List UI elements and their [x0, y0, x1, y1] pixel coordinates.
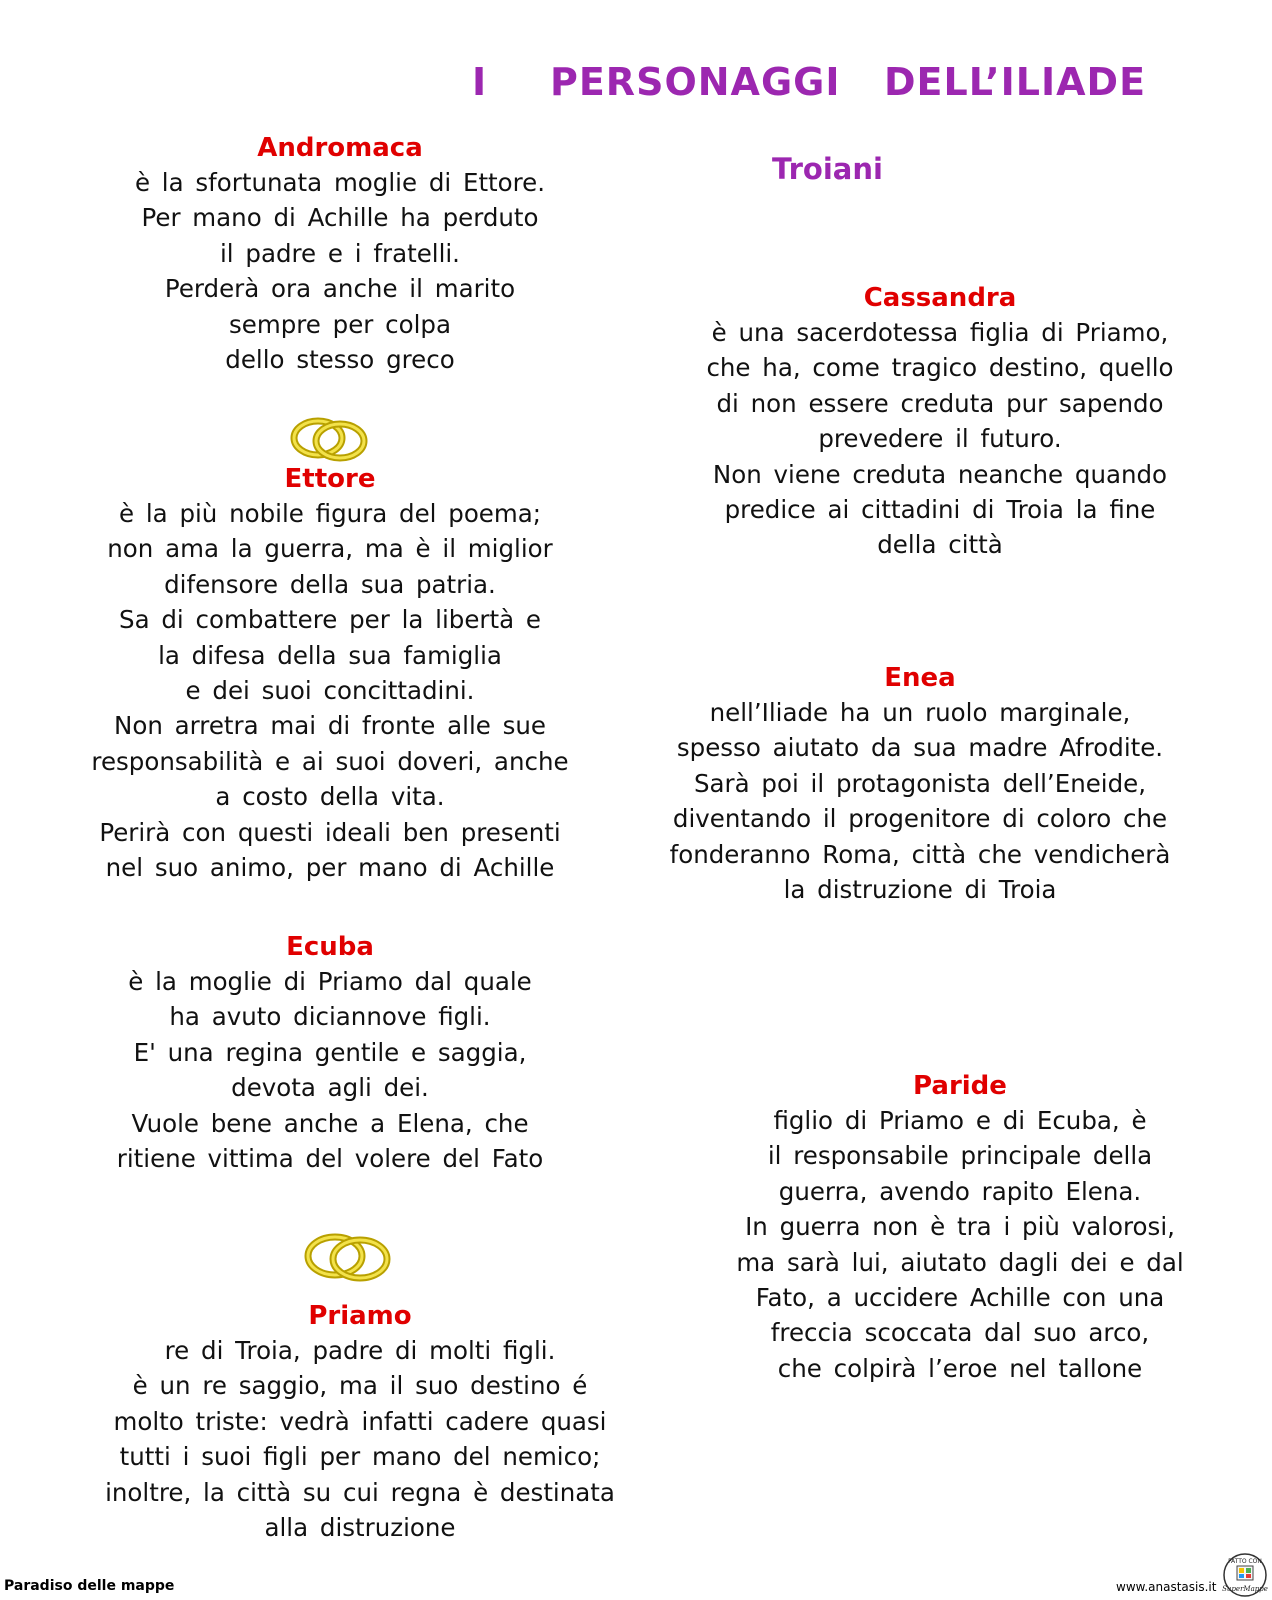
text-line: e dei suoi concittadini.	[185, 676, 475, 706]
page-title	[472, 60, 1172, 110]
text-line: responsabilità e ai suoi doveri, anche	[91, 746, 569, 776]
title-word-1: I	[472, 60, 488, 104]
text-line: è una sacerdotessa figlia di Priamo,	[711, 318, 1169, 347]
text-line: della città	[877, 530, 1003, 560]
text-line: è la sfortunata moglie di Ettore.	[134, 168, 546, 197]
text-line: diventando il progenitore di coloro che	[672, 804, 1168, 834]
text-line: Sarà poi il protagonista dell’Eneide,	[693, 768, 1147, 798]
text-line: nel suo animo, per mano di Achille	[105, 853, 555, 883]
text-line: predice ai cittadini di Troia la fine	[724, 495, 1156, 525]
text-line: inoltre, la città su cui regna è destinata	[105, 1477, 615, 1507]
text-line: Fato, a uccidere Achille con una	[755, 1283, 1165, 1313]
text-line: a costo della vita.	[215, 782, 445, 812]
character-name: Priamo	[308, 1301, 412, 1331]
character-enea	[630, 661, 1210, 907]
character-name: Enea	[884, 663, 956, 693]
text-line: Sa di combattere per la libertà e	[119, 605, 541, 635]
wedding-rings-icon	[288, 414, 372, 464]
character-name: Cassandra	[863, 283, 1017, 313]
text-line: alla distruzione	[264, 1513, 456, 1543]
character-paride	[680, 1069, 1240, 1386]
text-line: re di Troia, padre di molti figli.	[164, 1336, 556, 1365]
text-line: ma sarà lui, aiutato dagli dei e dal	[736, 1247, 1184, 1277]
wedding-rings-icon	[302, 1230, 396, 1284]
text-line: sempre per colpa	[229, 309, 451, 339]
character-cassandra	[650, 281, 1230, 563]
text-line: devota agli dei.	[231, 1073, 429, 1103]
text-line: è la moglie di Priamo dal quale	[128, 967, 532, 996]
character-name: Andromaca	[257, 133, 423, 163]
text-line: Non arretra mai di fronte alle sue	[114, 711, 546, 741]
text-line: che ha, come tragico destino, quello	[706, 353, 1174, 383]
text-line: tutti i suoi figli per mano del nemico;	[119, 1442, 601, 1472]
character-ettore	[50, 462, 610, 885]
text-line: freccia scoccata dal suo arco,	[770, 1318, 1150, 1348]
text-line: Perderà ora anche il marito	[164, 274, 516, 304]
section-subtitle: Troiani	[772, 152, 883, 186]
character-name: Paride	[913, 1071, 1007, 1101]
text-line: che colpirà l’eroe nel tallone	[777, 1353, 1143, 1383]
text-line: ha avuto diciannove figli.	[169, 1002, 491, 1032]
character-name: Ecuba	[286, 932, 374, 962]
supermappe-logo	[1222, 1552, 1268, 1598]
text-line: di non essere creduta pur sapendo	[716, 388, 1164, 418]
character-ecuba	[50, 930, 610, 1176]
text-line: la difesa della sua famiglia	[158, 640, 502, 670]
character-name: Ettore	[284, 464, 376, 494]
character-priamo	[60, 1299, 660, 1545]
text-line: guerra, avendo rapito Elena.	[778, 1176, 1142, 1206]
logo-bottom-text: SuperMappe	[1222, 1585, 1268, 1593]
text-line: è un re saggio, ma il suo destino é	[132, 1371, 588, 1401]
text-line: difensore della sua patria.	[164, 569, 496, 599]
text-line: Vuole bene anche a Elena, che	[131, 1108, 529, 1138]
footer-website: www.anastasis.it	[1116, 1580, 1217, 1594]
text-line: Perirà con questi ideali ben presenti	[99, 817, 561, 847]
logo-top-text: FATTO CON	[1228, 1558, 1262, 1565]
text-line: prevedere il futuro.	[818, 424, 1062, 454]
text-line: il responsabile principale della	[767, 1141, 1153, 1171]
text-line: molto triste: vedrà infatti cadere quasi	[113, 1406, 607, 1436]
title-word-2: PERSONAGGI	[550, 60, 841, 104]
text-line: il padre e i fratelli.	[220, 238, 460, 268]
text-line: Per mano di Achille ha perduto	[141, 203, 539, 233]
text-line: nell’Iliade ha un ruolo marginale,	[709, 698, 1131, 727]
text-line: figlio di Priamo e di Ecuba, è	[773, 1106, 1147, 1135]
title-word-3: DELL’ILIADE	[884, 60, 1147, 104]
text-line: spesso aiutato da sua madre Afrodite.	[676, 733, 1164, 763]
text-line: In guerra non è tra i più valorosi,	[745, 1212, 1175, 1242]
footer-credit: Paradiso delle mappe	[4, 1578, 175, 1594]
text-line: è la più nobile figura del poema;	[118, 499, 542, 528]
text-line: dello stesso greco	[225, 345, 455, 375]
text-line: ritiene vittima del volere del Fato	[116, 1144, 544, 1174]
text-line: E' una regina gentile e saggia,	[133, 1037, 527, 1067]
text-line: la distruzione di Troia	[783, 875, 1057, 905]
character-andromaca	[60, 131, 620, 377]
text-line: non ama la guerra, ma è il miglior	[107, 534, 553, 564]
text-line: fonderanno Roma, città che vendicherà	[669, 839, 1171, 869]
text-line: Non viene creduta neanche quando	[712, 459, 1168, 489]
